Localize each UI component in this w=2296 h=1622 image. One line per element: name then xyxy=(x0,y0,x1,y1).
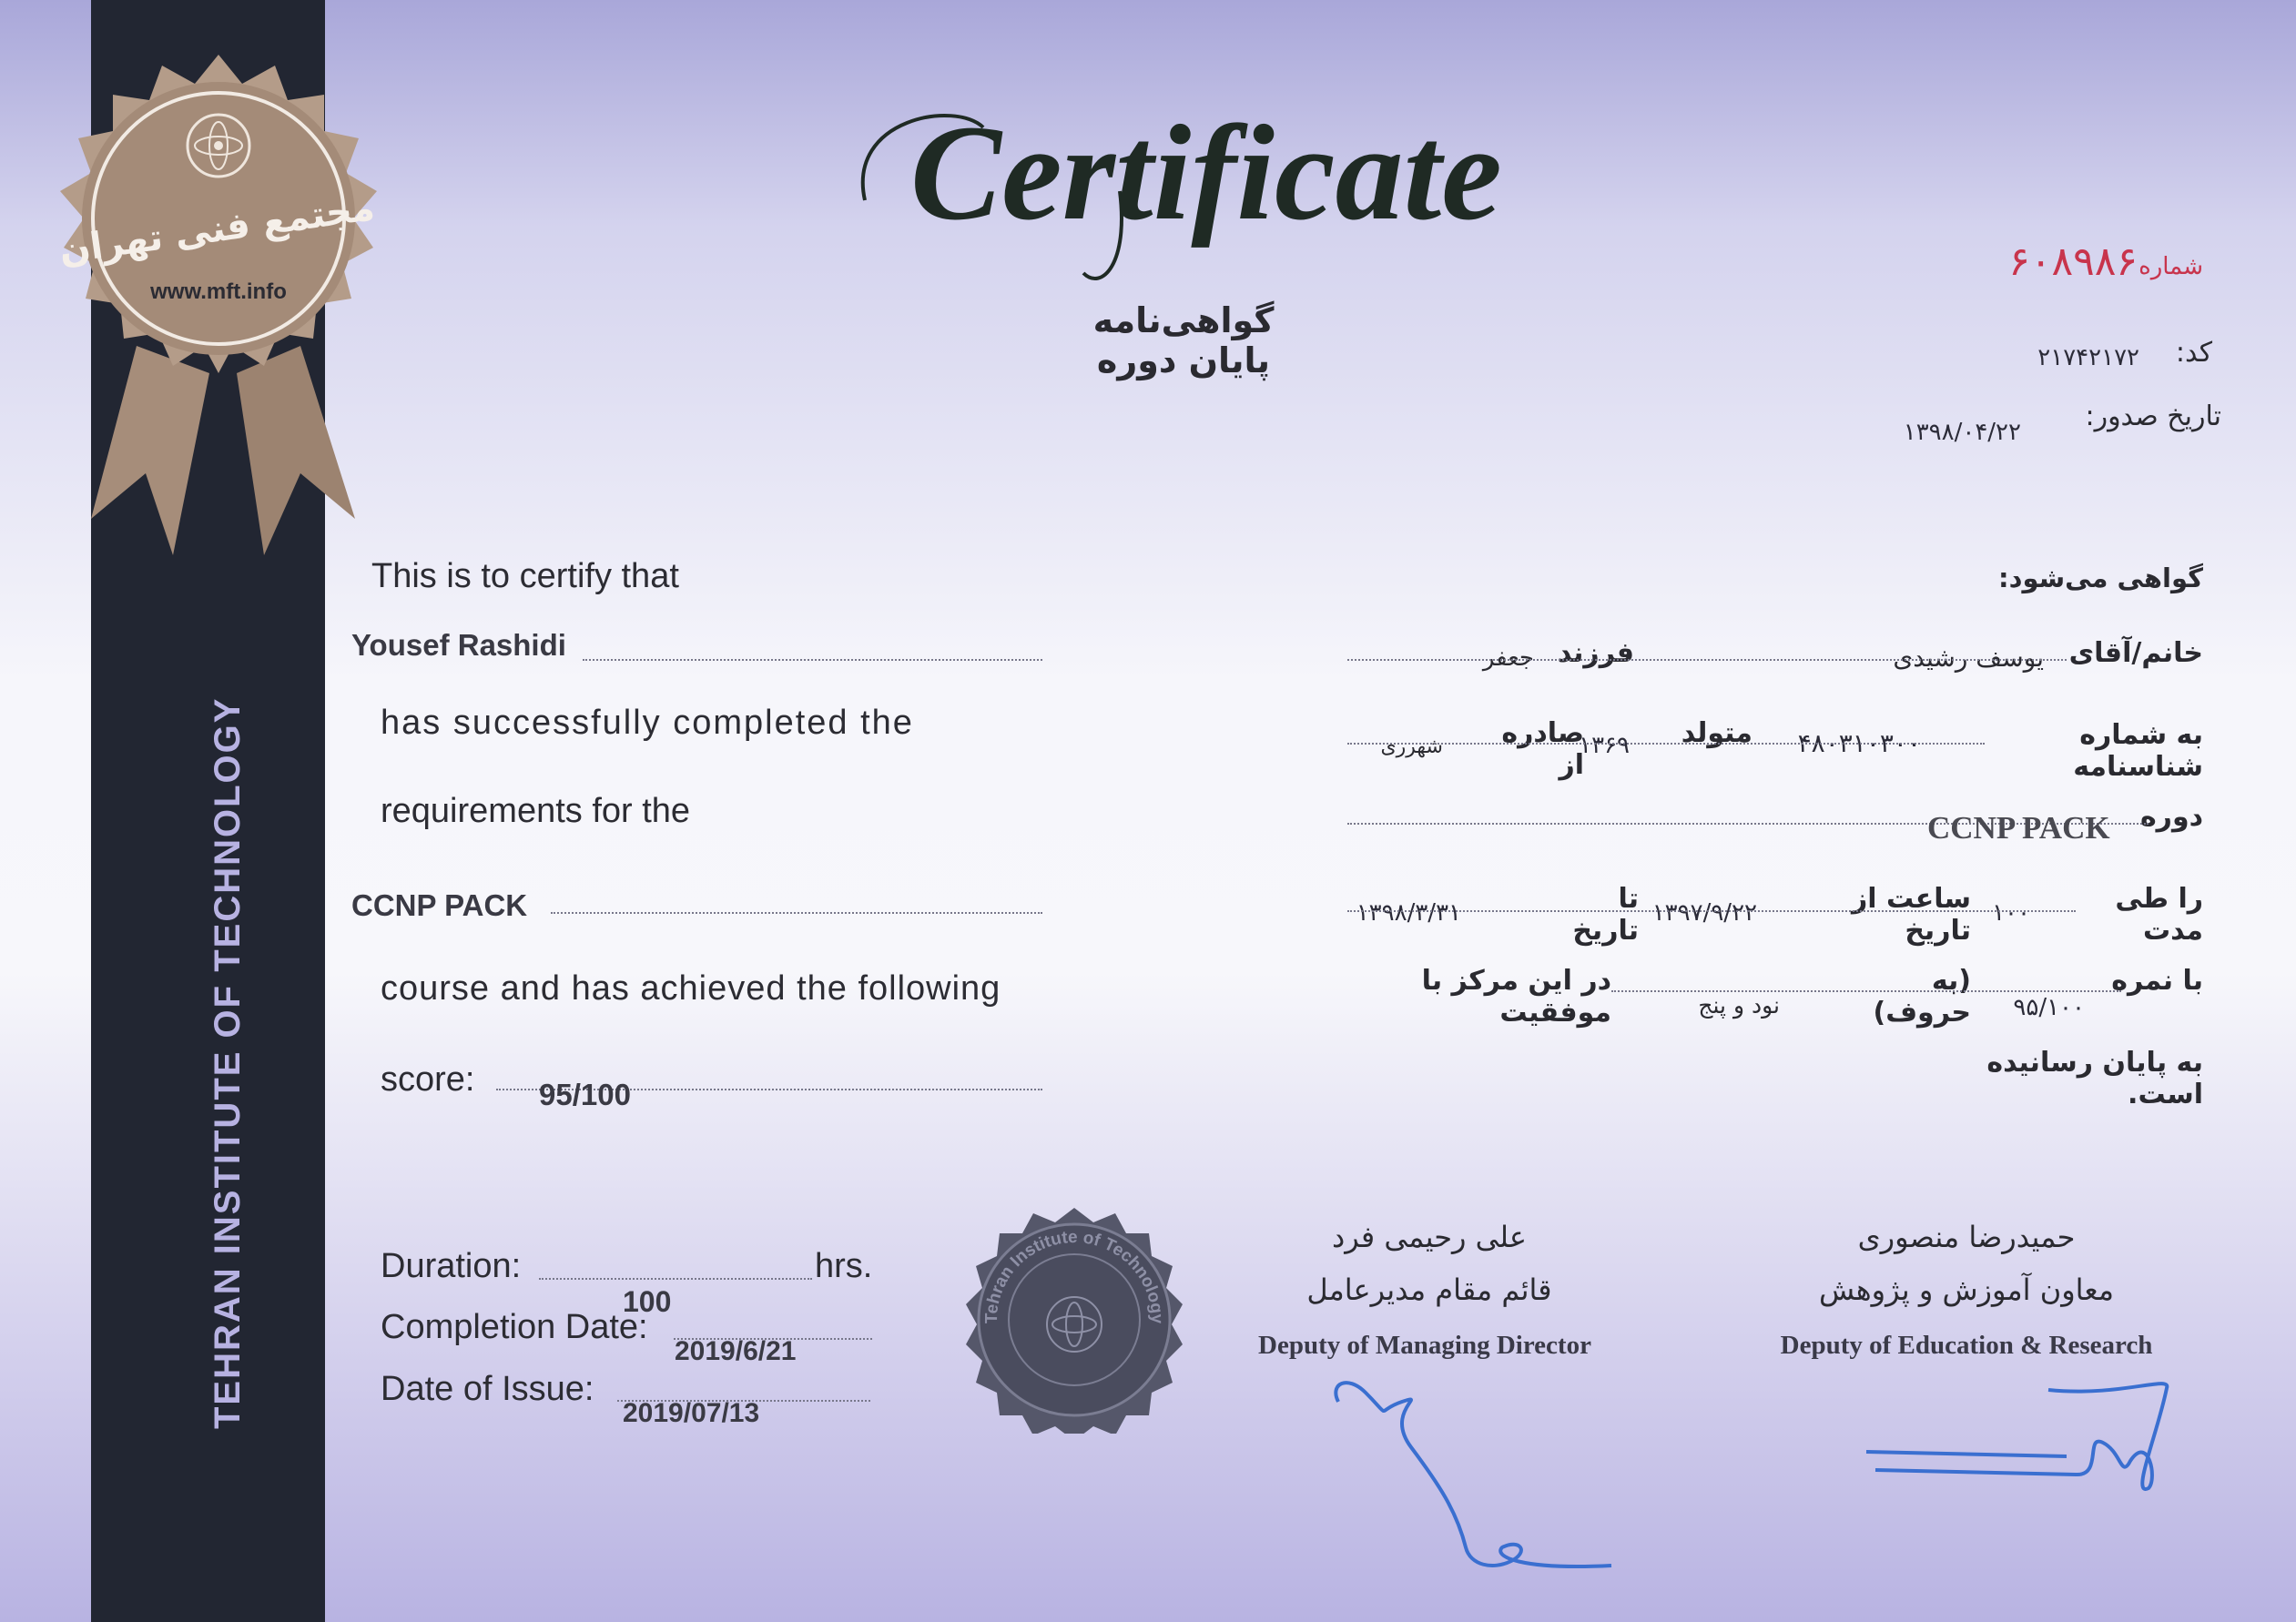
duration-label: Duration: xyxy=(381,1247,522,1285)
fa-mr-label: خانم/آقای xyxy=(2068,637,2203,669)
en-course-name: CCNP PACK xyxy=(351,888,528,922)
fa-id-label: به شماره شناسنامه xyxy=(2073,719,2203,783)
issue-date-en-value: 2019/07/13 xyxy=(623,1398,760,1428)
fa-score-label: با نمره xyxy=(2111,965,2203,997)
fa-subtitle: گواهی‌نامه پایان دوره xyxy=(1092,300,1275,380)
right-signer-fa-title: معاون آموزش و پژوهش xyxy=(1818,1272,2114,1307)
fa-name-dotted-line xyxy=(1347,659,2067,661)
fa-score-dotted-line xyxy=(1611,990,2121,992)
name-dotted-line xyxy=(583,659,1042,661)
fa-issued-label: صادره از xyxy=(1501,717,1584,781)
en-achieved-line: course and has achieved the following xyxy=(381,969,1001,1008)
fa-certify-text: گواهی می‌شود: xyxy=(1997,563,2203,593)
completion-date-value: 2019/6/21 xyxy=(675,1336,797,1366)
fa-center-label: در این مرکز با موفقیت xyxy=(1421,965,1611,1029)
completion-date-label: Completion Date: xyxy=(381,1308,648,1346)
fa-duration-value: ۱۰۰ xyxy=(1992,899,2030,927)
fa-id-dotted-line xyxy=(1347,743,1985,745)
certificate-title xyxy=(828,82,1539,291)
right-signature-scribble xyxy=(1857,1379,2185,1516)
duration-unit: hrs. xyxy=(815,1247,873,1285)
seal-fa-name: مجتمع فنی تهران xyxy=(56,187,378,273)
fa-father-name: جعفر xyxy=(1482,644,1534,672)
fa-child-label: فرزند xyxy=(1557,637,1634,669)
institute-stamp xyxy=(960,1206,1188,1434)
duration-dotted-line xyxy=(539,1278,812,1280)
fa-to-date: ۱۳۹۸/۳/۳۱ xyxy=(1356,899,1461,927)
fa-born-value: ۱۳۶۹ xyxy=(1579,732,1630,759)
stamp-text: Tehran Institute of Technology xyxy=(981,1227,1167,1324)
vertical-institute-title: TEHRAN INSTITUTE OF TECHNOLOGY xyxy=(208,696,248,1429)
right-signer-en-title: Deputy of Education & Research xyxy=(1780,1331,2153,1360)
certificate-title-text: Certificate xyxy=(910,97,1502,248)
fa-hours-label: ساعت از تاریخ xyxy=(1851,883,1971,947)
duration-value: 100 xyxy=(623,1285,672,1318)
number-label: شماره xyxy=(2139,253,2203,280)
left-signer-fa-title: قائم مقام مدیرعامل xyxy=(1306,1272,1552,1307)
institute-seal xyxy=(27,46,410,573)
fa-from-date: ۱۳۹۷/۹/۲۲ xyxy=(1651,899,1757,927)
fa-issued-value: شهرری xyxy=(1380,735,1443,758)
issue-date-label: تاریخ صدور: xyxy=(2085,400,2221,432)
fa-score-value: ۹۵/۱۰۰ xyxy=(2013,994,2085,1021)
code-label: کد: xyxy=(2175,337,2212,369)
right-signer-name: حمیدرضا منصوری xyxy=(1857,1220,2076,1254)
left-signer-name: علی رحیمی فرد xyxy=(1332,1220,1527,1254)
issue-date-en-label: Date of Issue: xyxy=(381,1370,594,1408)
certificate-number: ۶۰۸۹۸۶ xyxy=(2008,238,2138,285)
en-score-label: score: xyxy=(381,1060,475,1099)
en-certify-text: This is to certify that xyxy=(371,557,679,595)
en-requirements-line: requirements for the xyxy=(381,792,691,830)
fa-id-value: ۴۸۰۳۱۰۳۰۰ xyxy=(1797,728,1921,758)
en-recipient-name: Yousef Rashidi xyxy=(351,628,566,662)
fa-course-value: CCNP PACK xyxy=(1927,810,2110,846)
issue-date-value: ۱۳۹۸/۰۴/۲۲ xyxy=(1903,419,2021,446)
fa-course-label: دوره xyxy=(2139,801,2203,833)
en-completed-line: has successfully completed the xyxy=(381,704,914,742)
course-dotted-line xyxy=(551,912,1042,914)
seal-url: www.mft.info xyxy=(150,279,287,304)
seal-ribbons xyxy=(91,346,355,555)
fa-to-label: تا تاریخ xyxy=(1572,883,1639,947)
en-score-value: 95/100 xyxy=(539,1078,631,1111)
code-value: ۲۱۷۴۲۱۷۲ xyxy=(2037,344,2139,371)
fa-born-label: متولد xyxy=(1681,717,1752,749)
left-signature-scribble xyxy=(1311,1374,1639,1584)
fa-duration-dotted-line xyxy=(1347,910,2076,912)
fa-words-label: (به حروف) xyxy=(1873,965,1971,1029)
fa-finished-text: به پایان رسانیده است. xyxy=(1986,1047,2203,1110)
left-signer-en-title: Deputy of Managing Director xyxy=(1258,1331,1591,1360)
fa-duration-label: را طی مدت xyxy=(2115,883,2203,947)
fa-recipient-name: یوسف رشیدی xyxy=(1893,643,2044,673)
fa-words-value: نود و پنج xyxy=(1698,992,1780,1019)
